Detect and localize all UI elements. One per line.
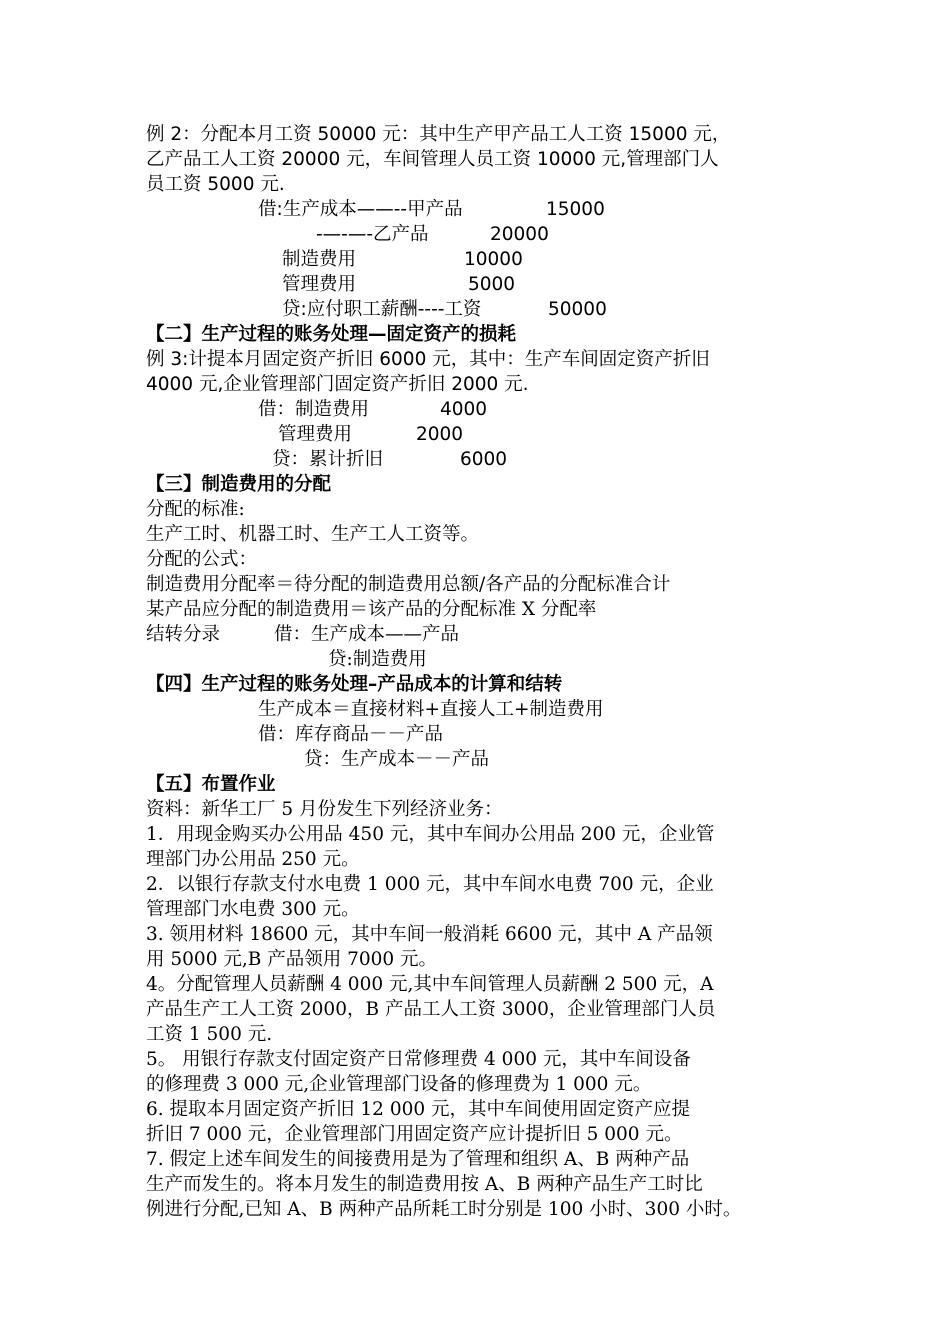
- assignment-line: 3. 领用材料 18600 元，其中车间一般消耗 6600 元，其中 A 产品领: [146, 924, 713, 945]
- entry-amount: 15000: [546, 199, 605, 220]
- entry-label: 制造费用: [282, 249, 357, 270]
- allocation-rate-formula: 制造费用分配率＝待分配的制造费用总额/各产品的分配标准合计: [146, 574, 671, 595]
- entry-label: -—-—-乙产品: [316, 224, 429, 245]
- cost-formula: 生产成本＝直接材料+直接人工+制造费用: [258, 699, 604, 720]
- entry-label: 管理费用: [282, 274, 357, 295]
- entry-label: 贷：累计折旧: [272, 449, 384, 470]
- section-4-heading: 【四】生产过程的账务处理–产品成本的计算和结转: [146, 674, 563, 695]
- example2-line-3: 员工资 5000 元.: [146, 174, 285, 195]
- assignment-intro: 资料：新华工厂 5 月份发生下列经济业务：: [146, 799, 503, 820]
- assignment-line: 6. 提取本月固定资产折旧 12 000 元，其中车间使用固定资产应提: [146, 1099, 691, 1120]
- entry-label: 管理费用: [278, 424, 353, 445]
- credit-row: [146, 747, 826, 772]
- assignment-line: 产品生产工人工资 2000，B 产品工人工资 3000，企业管理部门人员: [146, 999, 716, 1020]
- entry-amount: 20000: [490, 224, 549, 245]
- transfer-entry-credit: 贷:制造费用: [328, 649, 427, 670]
- assignment-line: 折旧 7 000 元，企业管理部门用固定资产应计提折旧 5 000 元。: [146, 1124, 683, 1145]
- assignment-line: 理部门办公用品 250 元。: [146, 849, 360, 870]
- entry-amount: 4000: [440, 399, 488, 420]
- entry-amount: 2000: [416, 424, 464, 445]
- assignment-line: 2．以银行存款支付水电费 1 000 元，其中车间水电费 700 元，企业: [146, 874, 714, 895]
- allocation-basis-label: 分配的标准:: [146, 499, 245, 520]
- assignment-line: 1．用现金购买办公用品 450 元，其中车间办公用品 200 元，企业管: [146, 824, 715, 845]
- transfer-entry-credit-row: [146, 647, 826, 672]
- assignment-line: 7. 假定上述车间发生的间接费用是为了管理和组织 A、B 两种产品: [146, 1149, 690, 1170]
- assignment-line: 工资 1 500 元.: [146, 1024, 273, 1045]
- assignment-line: 管理部门水电费 300 元。: [146, 899, 360, 920]
- section-5: [146, 772, 826, 1222]
- transfer-entry-debit-row: [146, 622, 826, 647]
- example3-line-2: 4000 元,企业管理部门固定资产折旧 2000 元.: [146, 374, 529, 395]
- entry-row: [146, 272, 826, 297]
- section-3-heading: 【三】制造费用的分配: [146, 474, 332, 495]
- assignment-line: 5。 用银行存款支付固定资产日常修理费 4 000 元，其中车间设备: [146, 1049, 691, 1070]
- allocation-basis-text: 生产工时、机器工时、生产工人工资等。: [146, 524, 480, 545]
- assignment-line: 的修理费 3 000 元,企业管理部门设备的修理费为 1 000 元。: [146, 1074, 652, 1095]
- assignment-line: 用 5000 元,B 产品领用 7000 元。: [146, 949, 438, 970]
- allocation-formula-label: 分配的公式：: [146, 549, 258, 570]
- entry-amount: 50000: [548, 299, 607, 320]
- section-4: [146, 672, 826, 772]
- allocated-cost-formula: 某产品应分配的制造费用＝该产品的分配标准 X 分配率: [146, 599, 597, 620]
- entry-row: [146, 447, 826, 472]
- example2-line-1: 例 2：分配本月工资 50000 元：其中生产甲产品工人工资 15000 元，: [146, 124, 731, 145]
- assignment-line: 4。分配管理人员薪酬 4 000 元,其中车间管理人员薪酬 2 500 元，A: [146, 974, 714, 995]
- entry-amount: 6000: [460, 449, 508, 470]
- transfer-entry-debit: 借：生产成本——产品: [274, 624, 460, 645]
- credit-entry: 贷：生产成本－－产品: [304, 749, 490, 770]
- entry-row: [146, 297, 826, 322]
- section-3: [146, 472, 826, 672]
- entry-row: [146, 397, 826, 422]
- entry-label: 贷:应付职工薪酬----工资: [282, 299, 482, 320]
- entry-amount: 10000: [464, 249, 523, 270]
- transfer-entry-label: 结转分录: [146, 624, 221, 645]
- section-2: [146, 322, 826, 472]
- assignment-line: 例进行分配,已知 A、B 两种产品所耗工时分别是 100 小时、300 小时。: [146, 1199, 742, 1220]
- entry-row: [146, 422, 826, 447]
- section-5-heading: 【五】布置作业: [146, 774, 276, 795]
- example2-journal-entry: [146, 197, 826, 322]
- example2-paragraph: [146, 122, 730, 197]
- entry-row: [146, 247, 826, 272]
- entry-label: 借:生产成本——--甲产品: [258, 199, 463, 220]
- section-2-heading: 【二】生产过程的账务处理—固定资产的损耗: [146, 324, 517, 345]
- debit-entry: 借：库存商品－－产品: [258, 724, 444, 745]
- entry-label: 借：制造费用: [258, 399, 370, 420]
- debit-row: [146, 722, 826, 747]
- example3-line-1: 例 3:计提本月固定资产折旧 6000 元，其中：生产车间固定资产折旧: [146, 349, 710, 370]
- entry-amount: 5000: [468, 274, 516, 295]
- entry-row: [146, 197, 826, 222]
- cost-formula-row: [146, 697, 826, 722]
- entry-row: [146, 222, 826, 247]
- assignment-line: 生产而发生的。将本月发生的制造费用按 A、B 两种产品生产工时比: [146, 1174, 703, 1195]
- example2-line-2: 乙产品工人工资 20000 元，车间管理人员工资 10000 元,管理部门人: [146, 149, 719, 170]
